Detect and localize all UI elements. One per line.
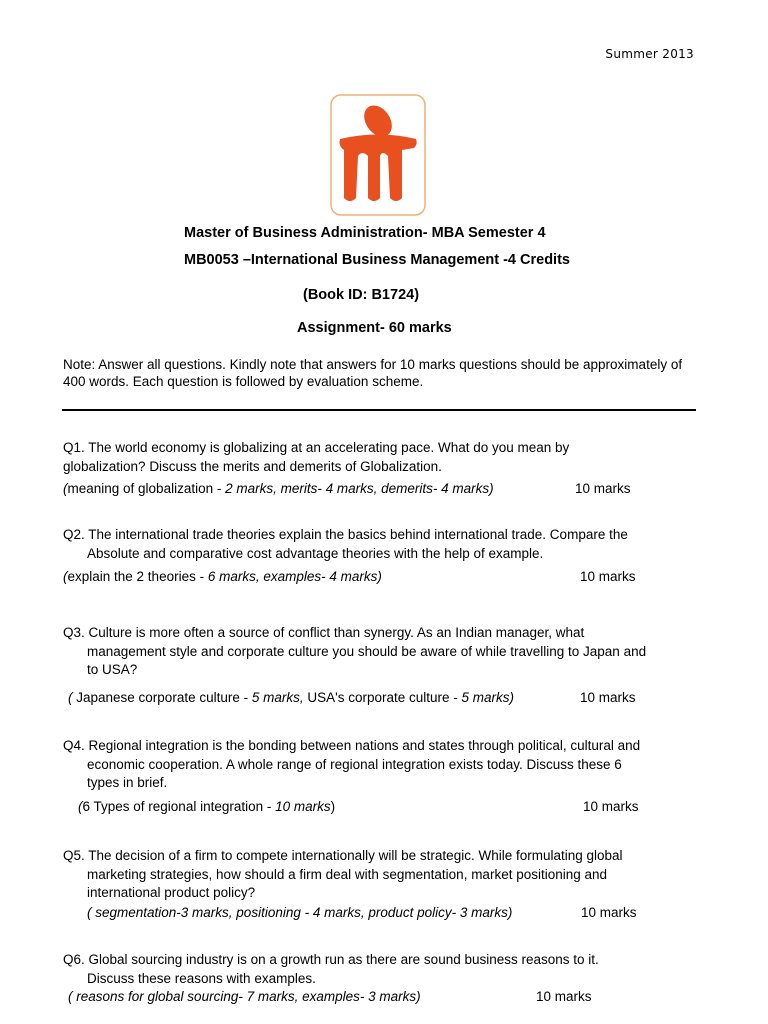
scheme-part: 5 marks) [461,690,515,705]
scheme-part: ) [330,799,336,814]
scheme-part: ( [78,799,83,814]
course-title: MB0053 –International Business Management -4 Credits [184,252,570,268]
question-3 [63,624,679,680]
question-text-line: Q5. The decision of a firm to compete internationally will be strategic. While formulating global [63,848,623,863]
question-1 [63,439,679,476]
instructions-note: Note: Answer all questions. Kindly note that answers for 10 marks questions should be approximately of 400 words. Each question is followed by evaluation scheme. [63,357,683,389]
scheme-part: ( reasons for global sourcing- 7 marks, examples- 3 marks) [68,989,421,1004]
question-marks: 10 marks [536,989,592,1004]
evaluation-scheme [68,989,421,1004]
question-text-line: Q4. Regional integration is the bonding between nations and states through political, cultural and [63,738,641,753]
question-marks: 10 marks [580,690,636,705]
scheme-part: explain the 2 theories - [67,569,208,584]
scheme-part: 6 Types of regional integration - [82,799,276,814]
question-6 [63,951,679,988]
question-text-line: international product policy? [87,885,256,900]
assignment-title: Assignment- 60 marks [297,320,452,336]
question-text-line: marketing strategies, how should a firm deal with segmentation, market positioning and [87,866,608,882]
question-text-line: to USA? [87,662,138,677]
scheme-part: meaning of globalization - [67,481,226,496]
scheme-part: ( segmentation-3 marks, positioning - 4 marks, product policy- 3 marks) [87,905,513,920]
question-text-line: management style and corporate culture you should be aware of while travelling to Japan and [87,643,647,659]
question-text-line: Q3. Culture is more often a source of conflict than synergy. As an Indian manager, what [63,625,585,640]
evaluation-scheme [63,481,494,496]
season-label: Summer 2013 [605,47,694,61]
evaluation-scheme [78,799,335,814]
question-marks: 10 marks [580,569,636,584]
scheme-part: USA's corporate culture - [307,690,462,705]
question-marks: 10 marks [575,481,631,496]
scheme-part: 6 marks, examples- 4 marks) [207,569,382,584]
university-logo [330,94,426,216]
question-text-line: globalization? Discuss the merits and demerits of Globalization. [63,458,442,474]
scheme-part: 10 marks [275,799,331,814]
question-5 [63,847,679,903]
scheme-part: Japanese corporate culture - [76,690,252,705]
question-text-line: Q2. The international trade theories explain the basics behind international trade. Compare the [63,527,628,542]
program-title: Master of Business Administration- MBA Semester 4 [184,225,546,241]
question-2 [63,526,679,563]
question-4 [63,737,679,793]
scheme-part: ( [63,481,68,496]
divider-rule [62,409,696,411]
evaluation-scheme [63,569,382,584]
question-text-line: Absolute and comparative cost advantage theories with the help of example. [87,545,544,561]
question-text-line: Discuss these reasons with examples. [87,970,316,986]
question-marks: 10 marks [583,799,639,814]
book-id: (Book ID: B1724) [303,287,420,303]
evaluation-scheme [87,905,512,920]
scheme-part: ( [68,690,77,705]
evaluation-scheme [68,690,514,705]
question-text-line: Q6. Global sourcing industry is on a growth run as there are sound business reasons to it. [63,952,599,967]
scheme-part: ( [63,569,68,584]
question-text-line: types in brief. [87,775,168,790]
scheme-part: 2 marks, merits- 4 marks, demerits- 4 marks) [225,481,494,496]
scheme-part: 5 marks, [251,690,308,705]
question-text-line: economic cooperation. A whole range of regional integration exists today. Discuss these 6 [87,756,622,772]
question-marks: 10 marks [581,905,637,920]
question-text-line: Q1. The world economy is globalizing at an accelerating pace. What do you mean by [63,440,570,455]
